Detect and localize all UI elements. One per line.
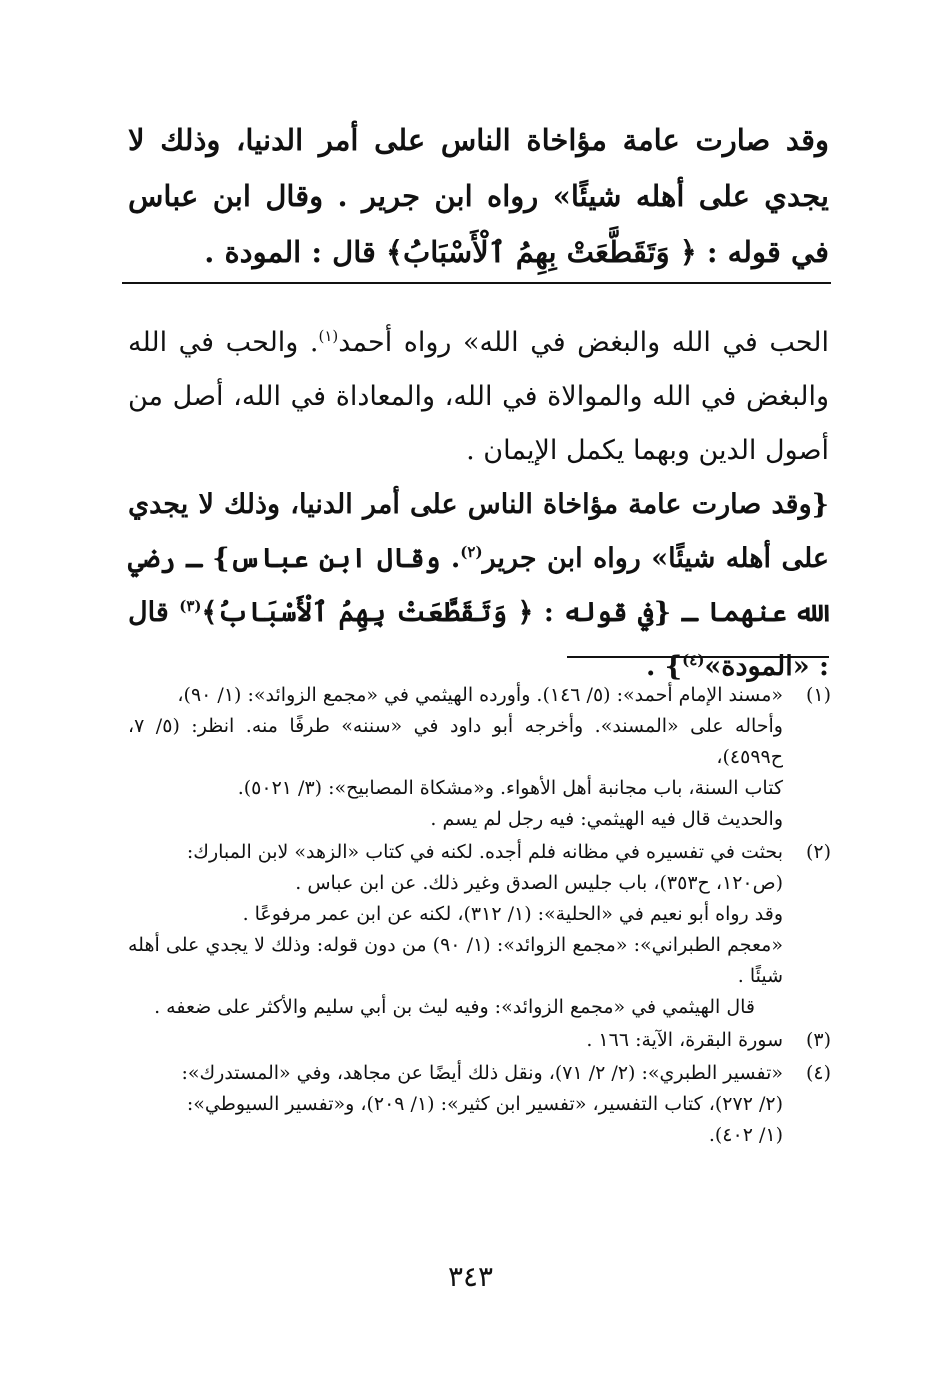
footnote-line: بحثت في تفسيره في مظانه فلم أجده. لكنه في كتاب «الزهد» لابن المبارك:	[186, 841, 783, 863]
footnote-line: «معجم الطبراني»: «مجمع الزوائد»: (١/ ٩٠) من دون قوله: وذلك لا يجدي على أهله شيئًا .	[128, 934, 783, 987]
footnote-line: كتاب السنة، باب مجانبة أهل الأهواء. و«مشكاة المصابيح»: (٣/ ٥٠٢١).	[237, 777, 783, 799]
paragraph-1-text-a: الحب في الله والبغض في الله» رواه أحمد	[338, 327, 829, 358]
footnote-ref-3: (٣)	[179, 597, 202, 615]
footnote-line: والحديث قال فيه الهيثمي: فيه رجل لم يسم .	[430, 808, 783, 830]
main-text	[128, 316, 829, 694]
footnote-1	[128, 680, 831, 835]
footnote-line: قال الهيثمي في «مجمع الزوائد»: وفيه ليث بن أبي سليم والأكثر على ضعفه .	[154, 996, 755, 1018]
footnote-ref-4: (٤)	[682, 651, 705, 669]
footnote-4	[128, 1058, 831, 1151]
top-divider	[122, 282, 831, 284]
footnote-line: (٢/ ٢٧٢)، كتاب التفسير، «تفسير ابن كثير»: (١/ ٢٠٩)، و«تفسير السيوطي»:	[186, 1093, 783, 1115]
overlaid-text-block: وقد صارت عامة مؤاخاة الناس على أمر الدنيا، وذلك لا يجدي على أهله شيئًا» رواه ابن جرير . وقال ابن عباس في قوله : ﴿ وَتَقَطَّعَتْ بِهِمُ ٱلْأَسْبَابُ﴾ قال : المودة .	[128, 123, 829, 269]
footnote-line: (ص١٢٠، ح٣٥٣)، باب جليس الصدق وغير ذلك. عن ابن عباس .	[295, 872, 783, 894]
footnote-number: (٣)	[805, 1029, 831, 1051]
paragraph-2-text-b: . وقال ابن عباس} ـ رضي الله عنهما ـ {في قوله : ﴿ وَتَقَطَّعَتْ بِهِمُ ٱلْأَسْبَابُ﴾	[128, 543, 830, 628]
page-number: ٣٤٣	[447, 1260, 494, 1293]
paragraph-2-text-a: {وقد صارت عامة مؤاخاة الناس على أمر الدنيا، وذلك لا يجدي على أهله شيئًا» رواه ابن جرير	[128, 489, 829, 574]
footnote-number: (٢)	[805, 841, 831, 863]
footnote-ref-2: (٢)	[460, 543, 483, 561]
paragraph-2-text-c: قال : «المودة»	[128, 597, 829, 682]
footnote-line: (١/ ٤٠٢).	[708, 1124, 783, 1146]
footnote-divider	[567, 656, 829, 658]
paragraph-love-for-allah	[128, 316, 829, 478]
footnote-line: سورة البقرة، الآية: ١٦٦ .	[586, 1029, 783, 1051]
footnote-number: (١)	[805, 684, 831, 706]
footnote-line: «تفسير الطبري»: (٢/ ٢/ ٧١)، ونقل ذلك أيضًا عن مجاهد، وفي «المستدرك»:	[181, 1062, 783, 1084]
footnote-line: وقد رواه أبو نعيم في «الحلية»: (١/ ٣١٢)، لكنه عن ابن عمر مرفوعًا .	[242, 903, 783, 925]
paragraph-1-text-b: . والحب في الله والبغض في الله والموالاة في الله، والمعاداة في الله، أصل من أصول الدين وبهما يكمل الإيمان .	[128, 327, 829, 466]
paragraph-worldly-brotherhood	[128, 478, 829, 694]
footnotes	[128, 680, 831, 1153]
paragraph-2-text-d: } .	[645, 651, 683, 682]
footnote-2	[128, 837, 831, 1023]
footnote-number: (٤)	[805, 1062, 831, 1084]
footnote-ref-1: (١)	[318, 327, 339, 345]
footnote-line: «مسند الإمام أحمد»: (٥/ ١٤٦). وأورده الهيثمي في «مجمع الزوائد»: (١/ ٩٠)،	[177, 684, 783, 706]
footnote-line: وأحاله على «المسند». وأخرجه أبو داود في «سننه» طرفًا منه. انظر: (٥/ ٧، ح٤٥٩٩)،	[128, 715, 783, 768]
footnote-3	[128, 1025, 831, 1056]
